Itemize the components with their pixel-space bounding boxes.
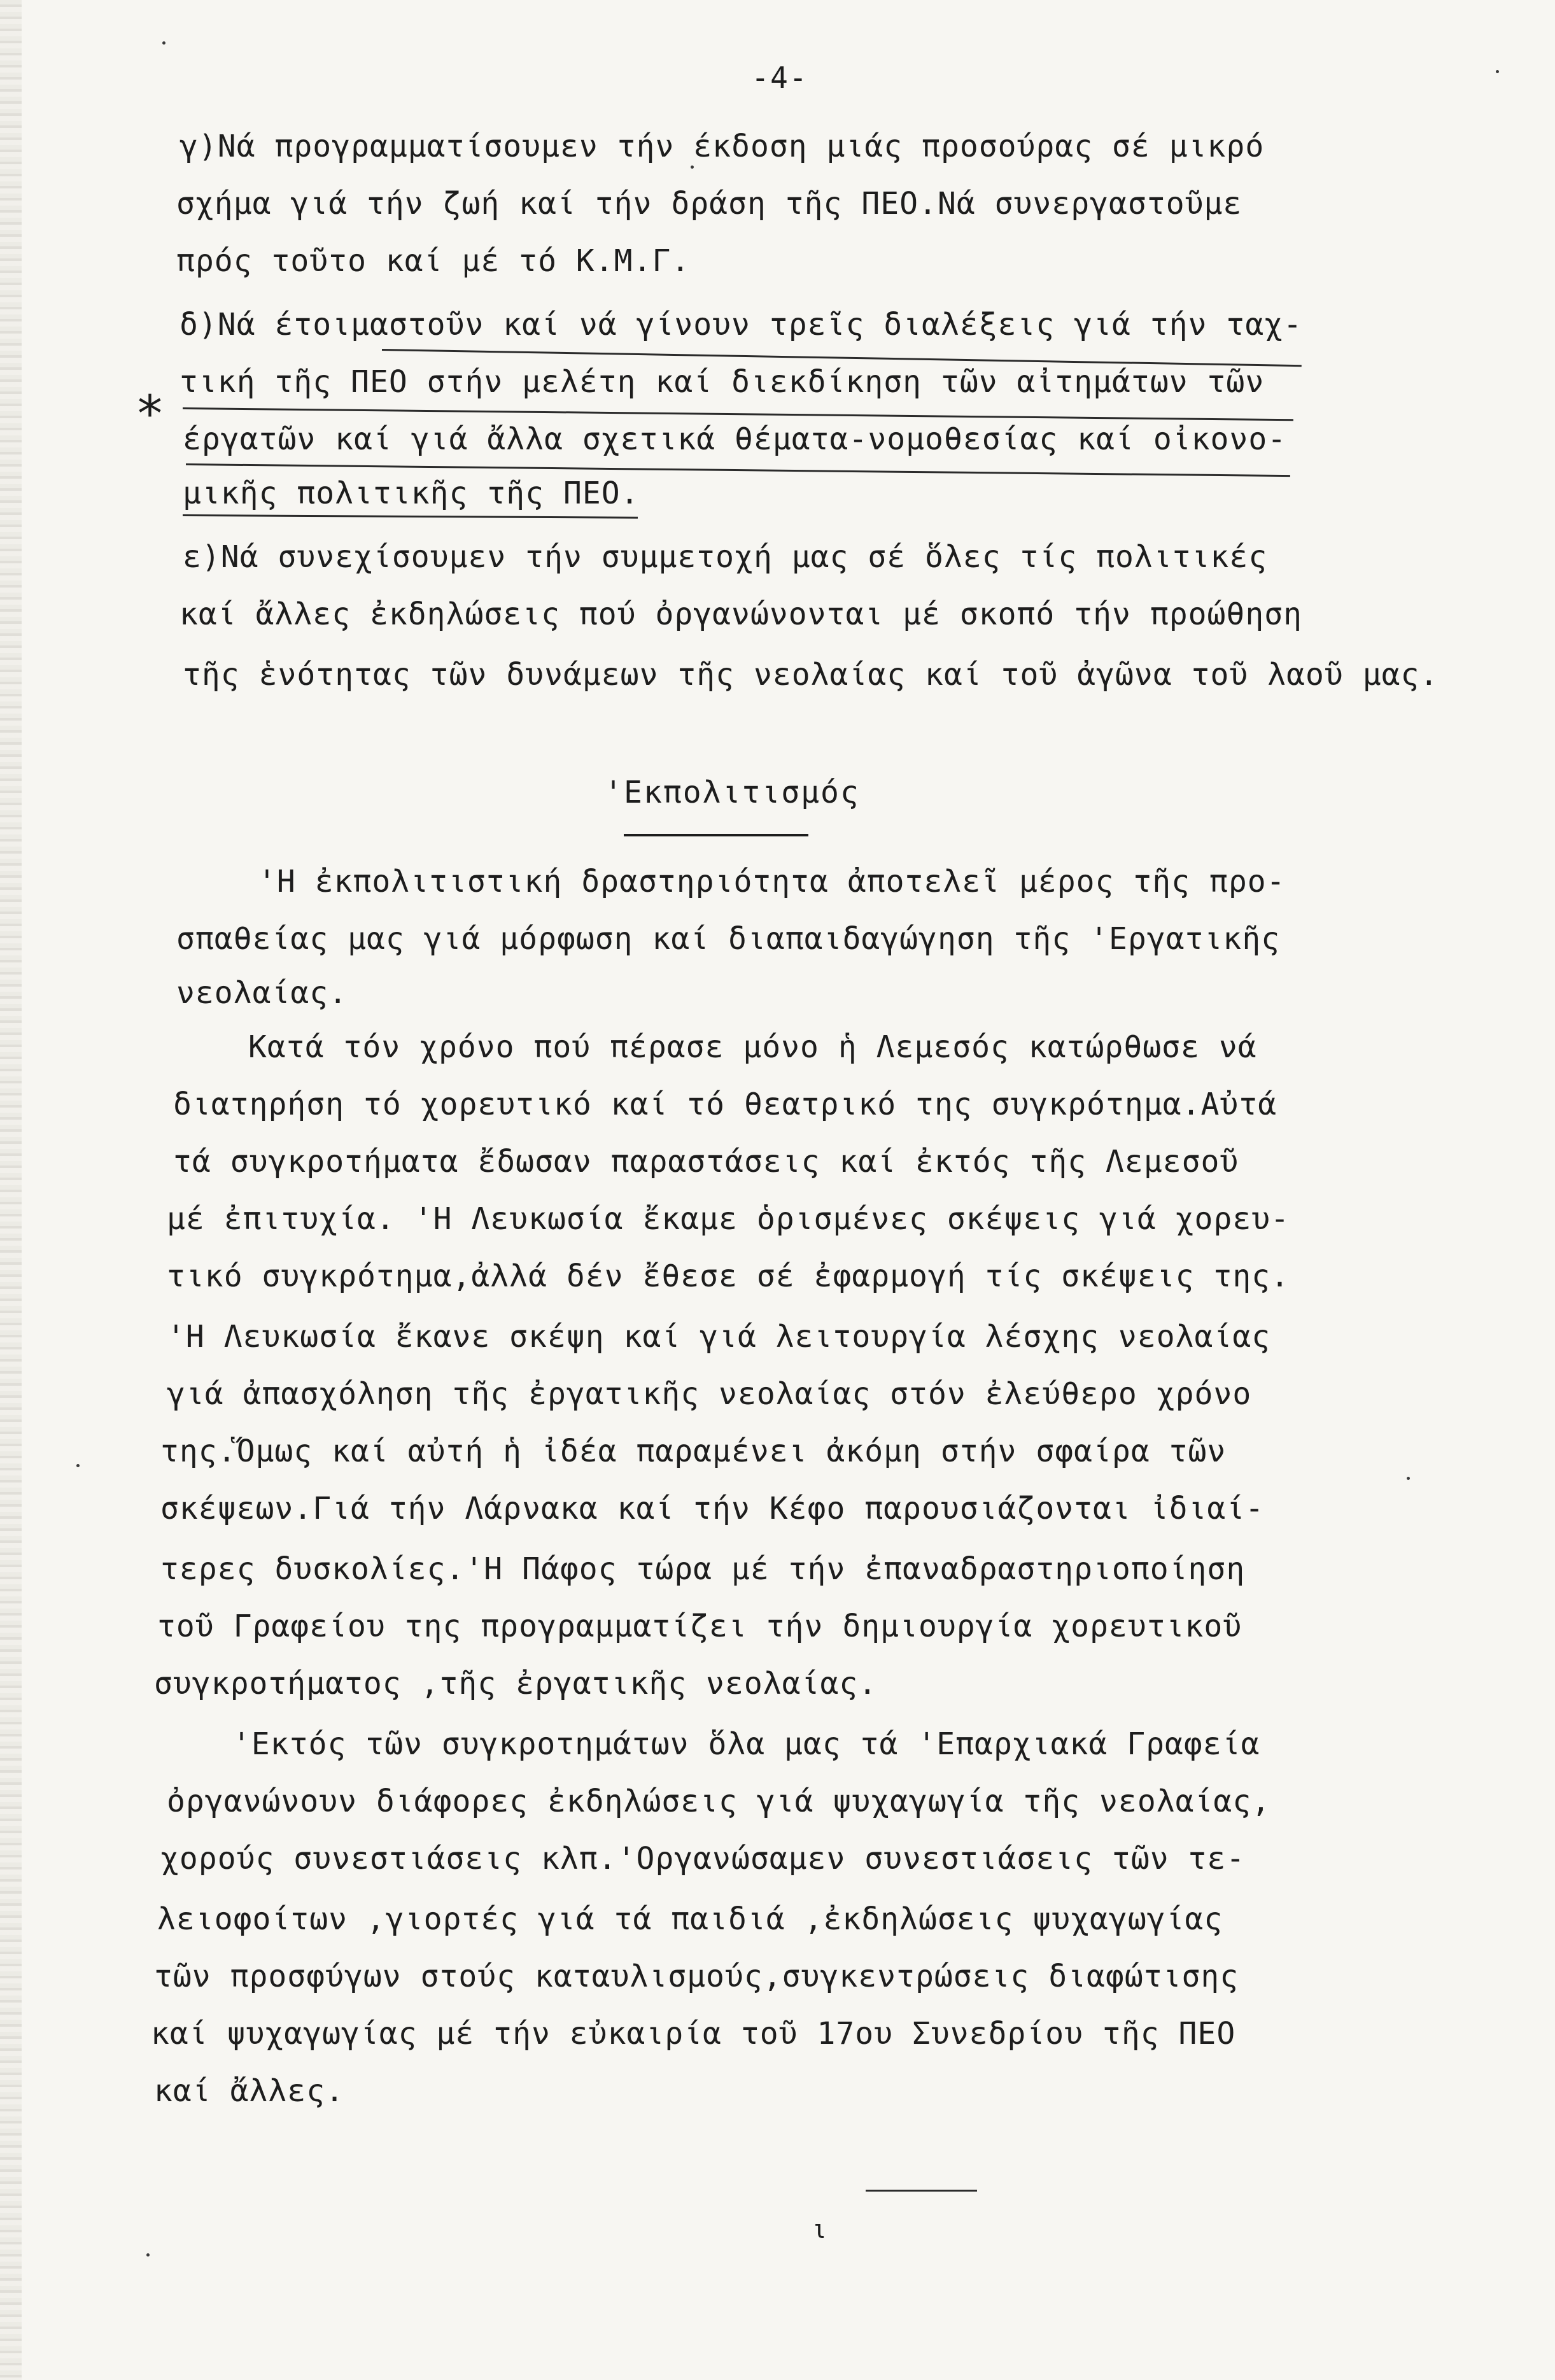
text-line: μικῆς πολιτικῆς τῆς ΠΕΟ. <box>183 475 640 511</box>
text-line: 'Εκτός τῶν συγκροτημάτων ὅλα μας τά 'Επαρχιακά Γραφεία <box>232 1726 1260 1762</box>
page-number: -4- <box>751 60 808 95</box>
text-line: 'Η Λευκωσία ἔκανε σκέψη καί γιά λειτουργία λέσχης νεολαίας <box>167 1319 1271 1355</box>
scan-speck <box>76 1464 80 1467</box>
text-line: της.Ὅμως καί αὐτή ἡ ἰδέα παραμένει ἀκόμη στήν σφαίρα τῶν <box>160 1433 1227 1469</box>
scan-speck <box>146 2253 150 2257</box>
text-line: διατηρήση τό χορευτικό καί τό θεατρικό της συγκρότημα.Αὐτά <box>173 1087 1277 1122</box>
text-line: πρός τοῦτο καί μέ τό Κ.Μ.Γ. <box>176 243 691 279</box>
text-line: γιά ἀπασχόληση τῆς ἐργατικῆς νεολαίας στόν ἐλεύθερο χρόνο <box>167 1376 1252 1412</box>
text-line: έργατῶν καί γιά ἄλλα σχετικά θέματα-νομοθεσίας καί οἰκονο- <box>183 421 1287 457</box>
margin-asterisk: * <box>135 386 165 443</box>
text-line: νεολαίας. <box>176 975 348 1011</box>
text-line: σκέψεων.Γιά τήν Λάρνακα καί τήν Κέφο παρουσιάζονται ἰδιαί- <box>160 1491 1265 1526</box>
text-line: σχήμα γιά τήν ζωή καί τήν δράση τῆς ΠΕΟ.Νά συνεργαστοῦμε <box>176 186 1242 222</box>
text-line: τικό συγκρότημα,ἀλλά δέν ἔθεσε σέ ἐφαρμογή τίς σκέψεις της. <box>167 1258 1290 1294</box>
text-line: τική τῆς ΠΕΟ στήν μελέτη καί διεκδίκηση τῶν αἰτημάτων τῶν <box>179 364 1265 400</box>
text-line: χορούς συνεστιάσεις κλπ.'Οργανώσαμεν συνεστιάσεις τῶν τε- <box>160 1841 1246 1877</box>
text-line: ὀργανώνουν διάφορες ἐκδηλώσεις γιά ψυχαγωγία τῆς νεολαίας, <box>167 1784 1271 1819</box>
scan-speck <box>691 165 694 169</box>
text-line: γ)Νά προγραμματίσουμεν τήν έκδοση μιάς προσούρας σέ μικρό <box>179 129 1265 164</box>
scan-speck <box>1407 1477 1410 1480</box>
text-line: καί ψυχαγωγίας μέ τήν εὐκαιρία τοῦ 17ου Συνεδρίου τῆς ΠΕΟ <box>151 2016 1236 2052</box>
underline <box>183 514 638 519</box>
underline <box>183 407 1293 421</box>
text-line: ε)Νά συνεχίσουμεν τήν συμμετοχή μας σέ ὅλες τίς πολιτικές <box>183 539 1268 575</box>
text-line: 'Η ἐκπολιτιστική δραστηριότητα ἀποτελεῖ μέρος τῆς προ- <box>258 864 1286 899</box>
scan-edge <box>0 0 22 2380</box>
text-line: σπαθείας μας γιά μόρφωση καί διαπαιδαγώγηση τῆς 'Εργατικῆς <box>176 921 1281 957</box>
text-line: τοῦ Γραφείου της προγραμματίζει τήν δημιουργία χορευτικοῦ <box>157 1609 1242 1644</box>
scan-speck <box>162 41 165 45</box>
text-line: λειοφοίτων ,γιορτές γιά τά παιδιά ,ἐκδηλώσεις ψυχαγωγίας <box>157 1901 1223 1937</box>
heading-underline <box>624 834 808 836</box>
text-line: δ)Νά έτοιμαστοῦν καί νά γίνουν τρεῖς διαλέξεις γιά τήν ταχ- <box>179 307 1303 342</box>
bottom-mark: ι <box>812 2215 827 2244</box>
text-line: καί ἄλλες ἐκδηλώσεις πού ὀργανώνονται μέ σκοπό τήν προώθηση <box>179 596 1303 632</box>
text-line: τερες δυσκολίες.'Η Πάφος τώρα μέ τήν ἐπαναδραστηριοποίηση <box>160 1551 1246 1587</box>
bottom-rule <box>866 2190 977 2192</box>
scan-speck <box>1496 70 1499 73</box>
text-line: συγκροτήματος ,τῆς ἐργατικῆς νεολαίας. <box>154 1666 878 1701</box>
section-heading: 'Εκπολιτισμός <box>604 775 860 810</box>
text-line: τά συγκροτήματα ἔδωσαν παραστάσεις καί ἐκτός τῆς Λεμεσοῦ <box>173 1144 1239 1179</box>
text-line: τῶν προσφύγων στούς καταυλισμούς,συγκεντρώσεις διαφώτισης <box>154 1959 1239 1994</box>
text-line: καί ἄλλες. <box>154 2073 344 2109</box>
text-line: τῆς ἑνότητας τῶν δυνάμεων τῆς νεολαίας καί τοῦ ἀγῶνα τοῦ λαοῦ μας. <box>183 657 1439 693</box>
text-line: Κατά τόν χρόνο πού πέρασε μόνο ἡ Λεμεσός κατώρθωσε νά <box>248 1029 1257 1065</box>
text-line: μέ ἐπιτυχία. 'Η Λευκωσία ἔκαμε ὁρισμένες σκέψεις γιά χορευ- <box>167 1201 1290 1237</box>
